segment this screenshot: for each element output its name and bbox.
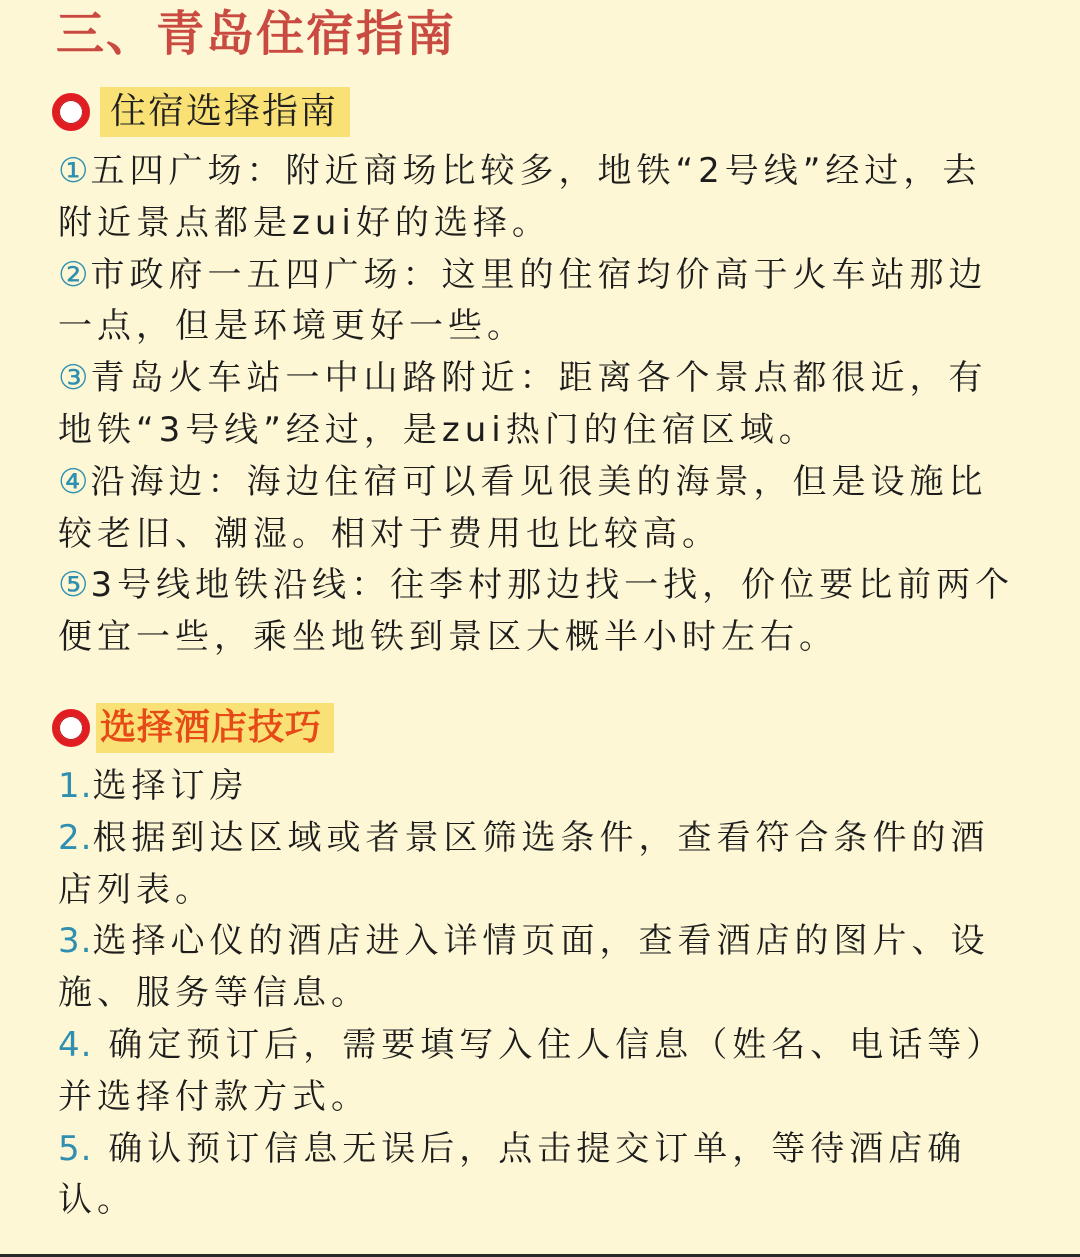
list-item-text: 根据到达区域或者景区筛选条件，查看符合条件的酒店列表。 xyxy=(58,817,990,910)
accommodation-area-list xyxy=(58,146,1018,664)
list-item-number: 3. xyxy=(58,921,93,962)
list-item-number: ① xyxy=(58,151,91,191)
section-heading-label: 住宿选择指南 xyxy=(100,87,350,137)
list-item xyxy=(58,1020,1018,1124)
list-item-text: 五四广场：附近商场比较多，地铁“2号线”经过，去附近景点都是zui好的选择。 xyxy=(58,151,982,243)
list-item xyxy=(58,761,1018,813)
section-heading-label: 选择酒店技巧 xyxy=(96,703,334,753)
list-item xyxy=(58,250,1018,354)
list-item xyxy=(58,146,1018,250)
list-item-text: 市政府一五四广场：这里的住宿均价高于火车站那边一点，但是环境更好一些。 xyxy=(58,254,988,347)
section-heading-accommodation-guide xyxy=(52,84,350,140)
list-item-text: 选择订房 xyxy=(92,766,249,806)
red-circle-icon xyxy=(52,93,90,131)
list-item xyxy=(58,353,1018,457)
list-item-number: ④ xyxy=(58,461,91,502)
section-heading-hotel-tips xyxy=(52,700,334,756)
list-item-number: 2. xyxy=(58,817,93,858)
list-item xyxy=(58,916,1018,1020)
list-item-number: 1. xyxy=(58,766,93,806)
list-item-number: 5. xyxy=(58,1128,93,1169)
list-item-number: ② xyxy=(58,254,91,295)
list-item xyxy=(58,560,1018,664)
list-item-text: 沿海边：海边住宿可以看见很美的海景，但是设施比较老旧、潮湿。相对于费用也比较高。 xyxy=(58,461,988,554)
list-item-text: 选择心仪的酒店进入详情页面，查看酒店的图片、设施、服务等信息。 xyxy=(58,921,990,1014)
list-item xyxy=(58,1124,1018,1228)
list-item-text: 青岛火车站一中山路附近：距离各个景点都很近，有地铁“3号线”经过，是zui热门的住宿区域。 xyxy=(58,358,988,450)
page-title: 三、青岛住宿指南 xyxy=(56,6,457,62)
list-item-text: 确认预订信息无误后，点击提交订单，等待酒店确认。 xyxy=(58,1128,967,1221)
list-item-number: ⑤ xyxy=(58,565,91,606)
list-item-text: 确定预订后，需要填写入住人信息（姓名、电话等）并选择付款方式。 xyxy=(58,1024,1006,1117)
list-item xyxy=(58,457,1018,561)
list-item xyxy=(58,813,1018,917)
list-item-number: 4. xyxy=(58,1024,93,1065)
red-circle-icon xyxy=(52,709,90,747)
list-item-text: 3号线地铁沿线：往李村那边找一找，价位要比前两个便宜一些，乘坐地铁到景区大概半小时左右。 xyxy=(58,565,1015,658)
list-item-number: ③ xyxy=(58,358,91,399)
hotel-tips-list xyxy=(58,761,1018,1227)
